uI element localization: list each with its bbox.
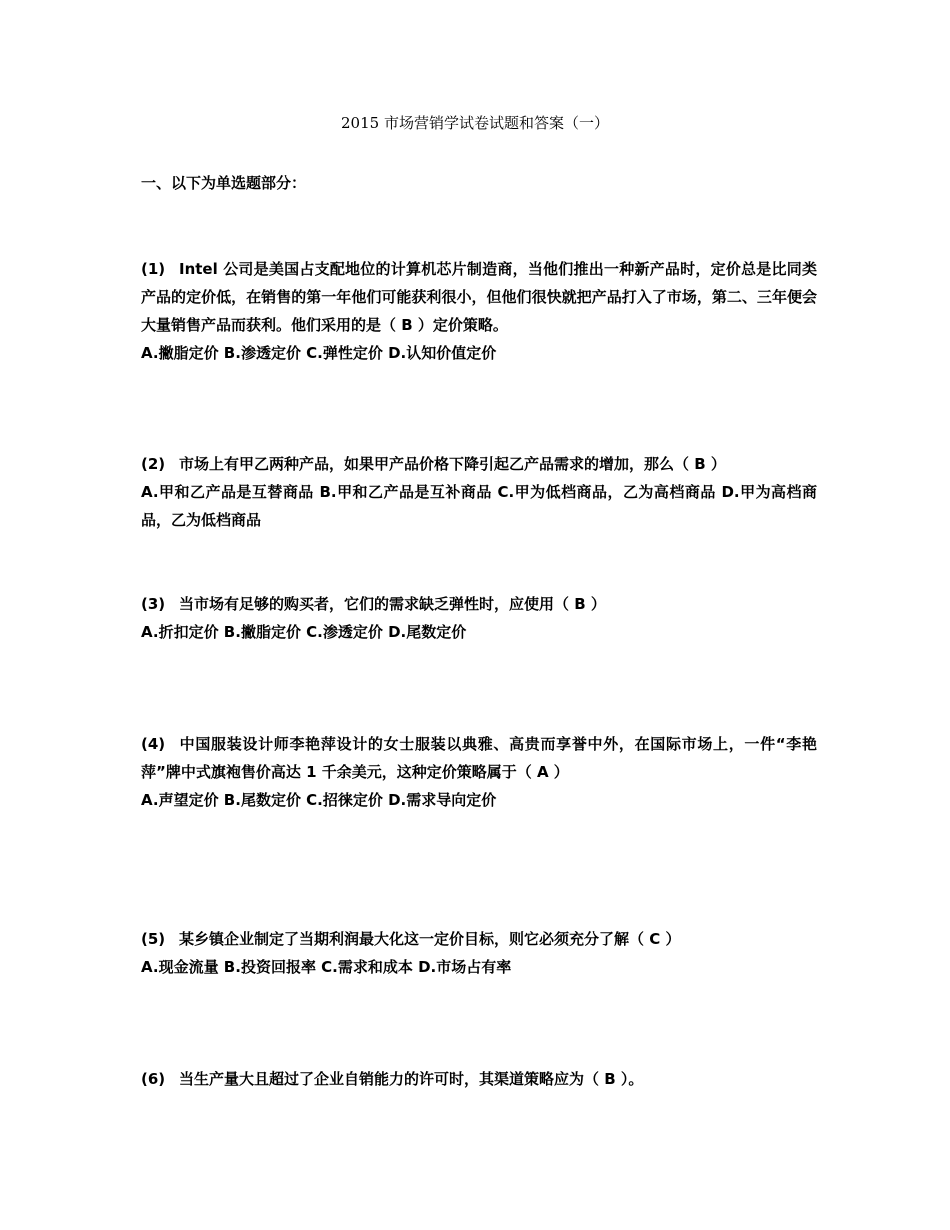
question-options: A.声望定价 B.尾数定价 C.招徕定价 D.需求导向定价 (141, 791, 497, 809)
question-number: (1) (141, 260, 166, 278)
question-stem (141, 450, 817, 478)
question-3 (141, 590, 817, 646)
question-options: A.撇脂定价 B.渗透定价 C.弹性定价 D.认知价值定价 (141, 344, 497, 362)
question-text: 中国服装设计师李艳萍设计的女士服装以典雅、高贵而享誉中外，在国际市场上，一件“李艳萍”牌中式旗袍售价高达 1 千余美元，这种定价策略属于（ A ） (141, 735, 817, 781)
question-stem (141, 255, 817, 339)
question-1 (141, 255, 817, 367)
question-stem (141, 590, 817, 618)
question-stem (141, 730, 817, 786)
question-text: 当生产量大且超过了企业自销能力的许可时，其渠道策略应为（ B ）。 (179, 1070, 644, 1088)
question-number: (5) (141, 930, 166, 948)
question-number: (3) (141, 595, 166, 613)
question-options: A.折扣定价 B.撇脂定价 C.渗透定价 D.尾数定价 (141, 623, 467, 641)
question-stem (141, 925, 817, 953)
question-text: 当市场有足够的购买者，它们的需求缺乏弹性时，应使用（ B ） (179, 595, 606, 613)
document-title: 2015 市场营销学试卷试题和答案（一） (341, 114, 609, 132)
section-heading: 一、以下为单选题部分： (141, 174, 307, 192)
question-6 (141, 1065, 817, 1093)
question-text: 某乡镇企业制定了当期利润最大化这一定价目标，则它必须充分了解（ C ） (179, 930, 681, 948)
question-text: Intel 公司是美国占支配地位的计算机芯片制造商，当他们推出一种新产品时，定价总是比同类产品的定价低，在销售的第一年他们可能获利很小，但他们很快就把产品打入了市场，第二、三年便会大量销售产品而获利。他们采用的是（ B ）定价策略。 (141, 260, 817, 334)
question-options: A.现金流量 B.投资回报率 C.需求和成本 D.市场占有率 (141, 958, 512, 976)
question-4 (141, 730, 817, 814)
question-text: 市场上有甲乙两种产品，如果甲产品价格下降引起乙产品需求的增加，那么（ B ） (179, 455, 726, 473)
question-5 (141, 925, 817, 981)
question-options: A.甲和乙产品是互替商品 B.甲和乙产品是互补商品 C.甲为低档商品，乙为高档商品 D.甲为高档商品，乙为低档商品 (141, 483, 817, 529)
question-number: (4) (141, 735, 166, 753)
question-stem (141, 1065, 817, 1093)
question-2 (141, 450, 817, 534)
question-number: (2) (141, 455, 166, 473)
question-number: (6) (141, 1070, 166, 1088)
